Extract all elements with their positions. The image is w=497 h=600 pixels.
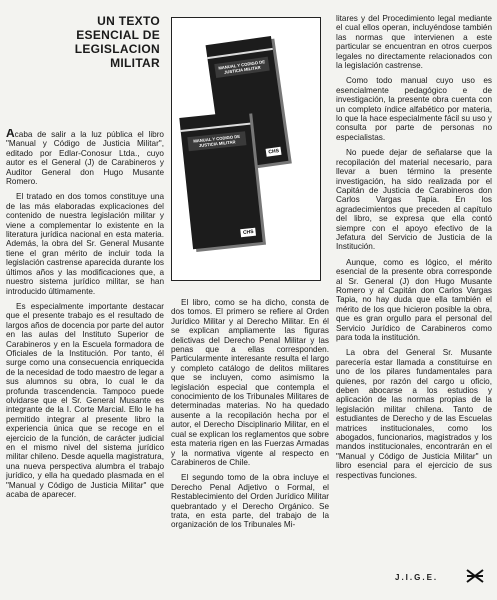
article-title [6,14,160,70]
paragraph-rest: caba de salir a la luz pública el libro "Manual y Código de Justicia Militar", editado por Edlar-Conosur Ltda., cuyo autor es el General (J) de Carabineros y Auditor General don Hugo Musante Romero. [6,130,164,187]
paragraph: No puede dejar de señalarse que la recopilación del material necesario, para llevar a buen término la presente investigación, ha sido realizada por el Capitán de Justicia de Carabineros don Carlos Vargas Tapia. En los agradecimientos que preceden al capítulo del libro, se expresa que ella contó siempre con el apoyo efectivo de la Jefatura del Servicio de Justicia de la Institución. [336,148,492,252]
book-volume-front [179,111,262,250]
book-cover-label: MANUAL Y CODIGO DE JUSTICIA MILITAR [214,57,269,78]
paragraph [6,129,164,186]
book-photo [171,17,321,281]
paragraph: Como todo manual cuyo uso es esencialmente pedagógico e de investigación, la presente obra cuenta con un completo índice alfabético por materia, lo que la hace especialmente fácil su uso y consulta por parte de personas no especialistas. [336,76,492,142]
book-publisher-mark: CHS [266,147,282,157]
text-column-3 [336,14,492,560]
book-publisher-mark: CHS [241,228,256,237]
title-line-1: UN TEXTO [97,14,160,28]
paragraph: El tratado en dos tomos constituye una de las más elaboradas explicaciones del contenido de nuestra legislación militar y viene a complementar lo existente en la literatura jurídica nacional en esta materia. Además, la obra del Sr. General Musante tiene el gran mérito de incluir toda la legislación castrense aparecida durante los últimos años y las modificaciones que, a nuestro sistema jurídico militar, se han introducido últimamente. [6,192,164,296]
book-cover-label: MANUAL Y CODIGO DE JUSTICIA MILITAR [187,131,246,151]
paragraph: litares y del Procedimiento legal mediante el cual ellos operan, incluyéndose también las normas que intervienen a este particular se encuentran en otros cuerpos legales no directamente relacionados con la legislación castrense. [336,14,492,71]
end-mark-icon [466,569,484,583]
text-column-2 [171,298,329,591]
text-column-1 [6,129,164,591]
title-line-2: ESENCIAL DE [76,28,160,42]
title-line-4: MILITAR [110,56,160,70]
paragraph: El segundo tomo de la obra incluye el Derecho Penal Adjetivo o Formal, el Restablecimiento del Orden Jurídico Militar quebrantado y el Derecho Orgánico. Se trata, en esta parte, del trabajo de la organización de los Tribunales Mi- [171,473,329,530]
title-line-3: LEGISLACION [74,42,160,56]
drop-cap: A [6,129,15,140]
author-signature: J.I.G.E. [395,573,439,582]
paragraph: Aunque, como es lógico, el mérito esencial de la presente obra corresponde al Sr. General (J) don Hugo Musante Romero y al Capitán don Carlos Vargas Tapia, no hay duda que ella también el mérito de los que hicieron posible la obra, que es gran orgullo para el personal del Servicio Jurídico de Carabineros como para toda la institución. [336,257,492,342]
paragraph: Es especialmente importante destacar que el presente trabajo es el resultado de largos años de docencia por parte del autor en las aulas del Instituto Superior de Carabineros y en la Escuela formadora de Oficiales de la Institución. Por tanto, él surge como una consecuencia enriquecida de la necesidad de todo maestro de legar a sus alumnos su obra, lo cual le da profunda trascendencia. Tampoco puede olvidarse que el Sr. General Musante es integrante de la I. Corte Marcial. Ello le ha permitido integrar al presente libro la experiencia única que se recoge en el ejercicio de la función, de carácter judicial en el mismo nivel del sistema jurídico militar chileno. Desde aquella magistratura, una nueva perspectiva alumbra el trabajo jurídico, y ella ha quedado plasmada en el "Manual y Código de Justicia Militar" que acaba de aparecer. [6,301,164,500]
paragraph: La obra del General Sr. Musante parecería estar llamada a constituirse en uno de los pilares fundamentales para quienes, por razón del cargo u oficio, deben abocarse a los estudios y aplicación de las normas propias de la legislación militar chilena. Tanto de estudiantes de Derecho y de las Escuelas matrices institucionales, como los abogados, funcionarios, magistrados y los mandos institucionales, encontrarán en el "Manual y Código de Justicia Militar" un libro esencial para el ejercicio de sus respectivas funciones. [336,348,492,480]
paragraph: El libro, como se ha dicho, consta de dos tomos. El primero se refiere al Orden Jurídico Militar y al Derecho Militar. En él se explican ampliamente las figuras delictivas del Derecho Penal Militar y las penas que a ellas corresponden. Particularmente interesante resulta el largo y completo catálogo de delitos militares que se incluyen, como asimismo la legislación especial que contempla el conocimiento de los Tribunales Militares de determinadas materias. No ha quedado ausente a la recopilación hecha por el autor, el Derecho Disciplinario Militar, en el cual se explican los reglamentos que sobre esta materia rigen en las Fuerzas Armadas y la normativa vigente al respecto en Carabineros de Chile. [171,298,329,467]
